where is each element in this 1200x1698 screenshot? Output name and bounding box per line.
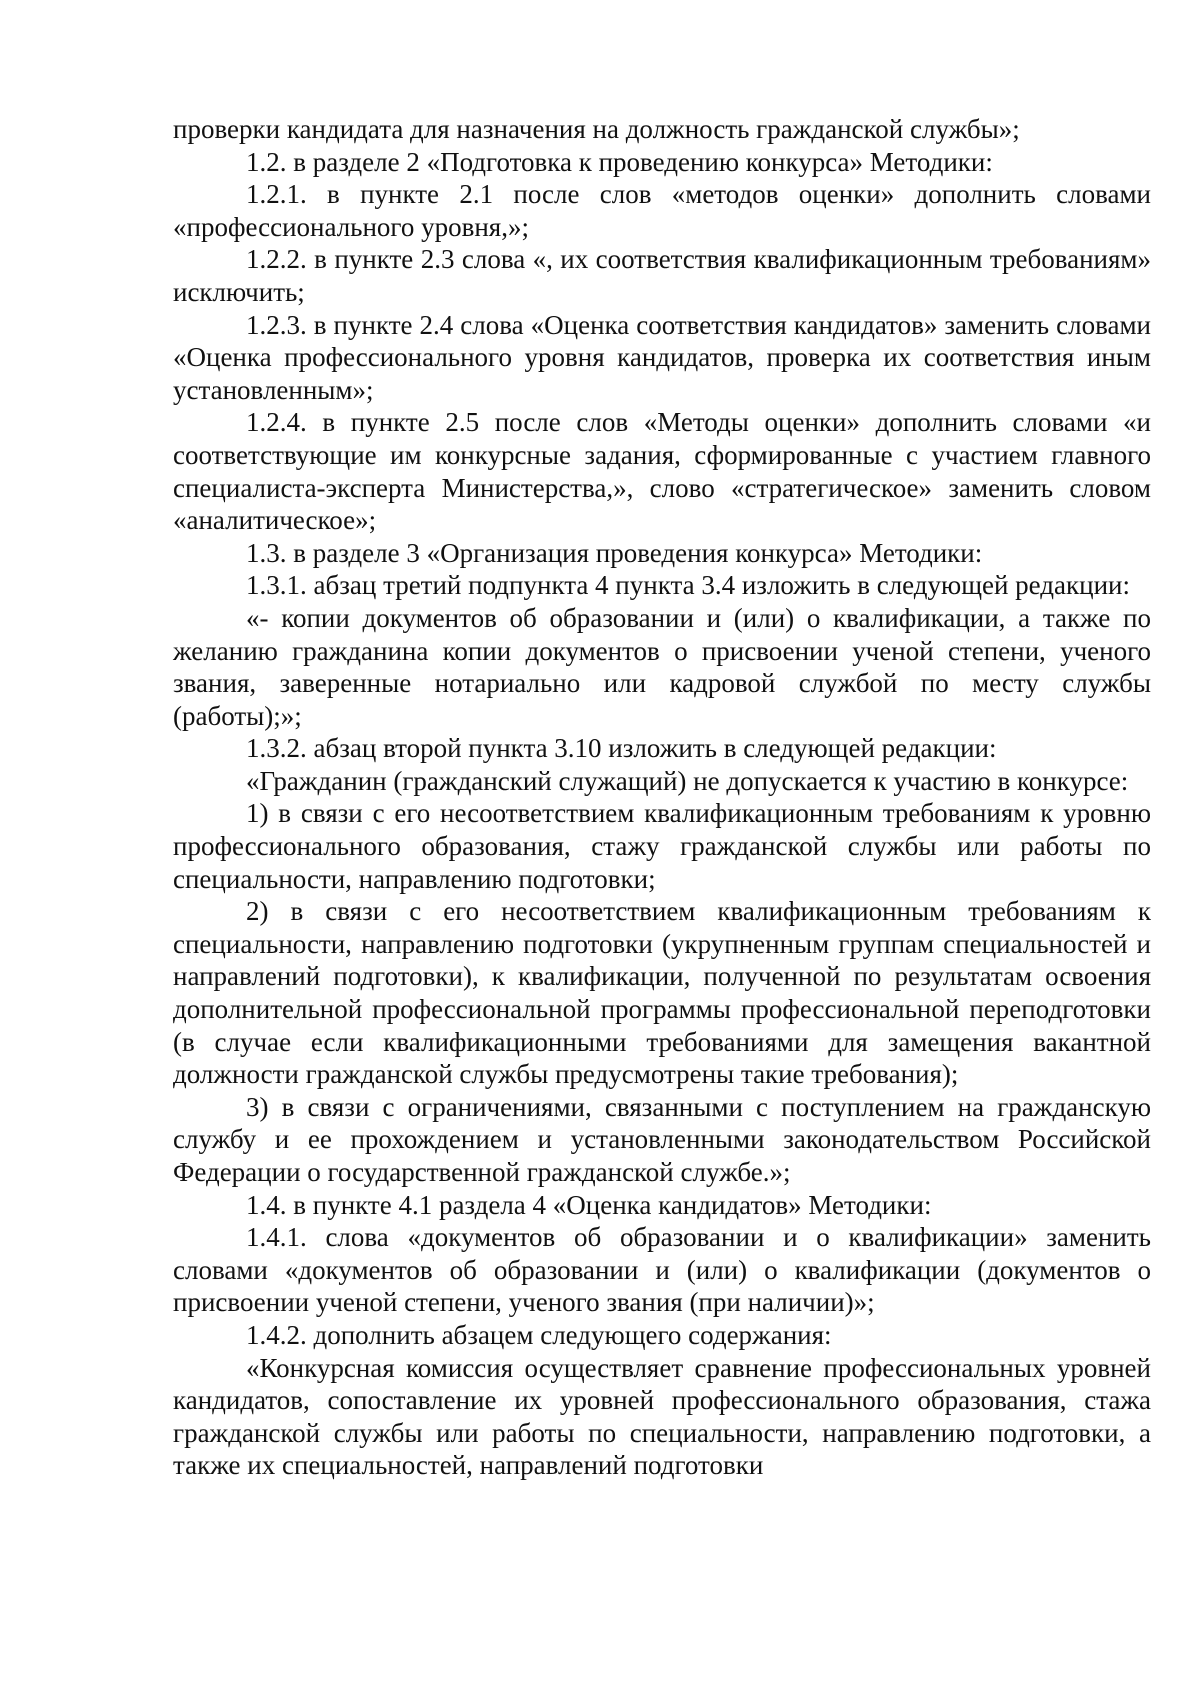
paragraph-continuation: проверки кандидата для назначения на должность гражданской службы»; <box>173 114 1020 144</box>
paragraph-1-2: 1.2. в разделе 2 «Подготовка к проведению конкурса» Методики: <box>246 146 993 177</box>
paragraph-1-2-4: 1.2.4. в пункте 2.5 после слов «Методы оценки» дополнить словами «и соответствующие им конкурсные задания, сформированные с участием главного специалиста-эксперта Министерства,», слово «стратегическое» заменить словом «аналитическое»; <box>173 407 1151 536</box>
paragraph-1-4-1: 1.4.1. слова «документов об образовании и о квалификации» заменить словами «документов об образовании и (или) о квалификации (документов о присвоении ученой степени, ученого звания (при наличии)»; <box>173 1222 1151 1318</box>
paragraph-quote-copies: «- копии документов об образовании и (или) о квалификации, а также по желанию гражданина копии документов о присвоении ученой степени, ученого звания, заверенные нотариально или кадровой службой по месту службы (работы);»; <box>173 602 1151 731</box>
paragraph-item-3: 3) в связи с ограничениями, связанными с поступлением на гражданскую службу и ее прохождением и установленными законодательством Российской Федерации о государственной гражданской службе.»; <box>173 1091 1151 1187</box>
paragraph-item-2: 2) в связи с его несоответствием квалификационным требованиям к специальности, направлению подготовки (укрупненным группам специальностей и направлений подготовки), к квалификации, полученной по результатам освоения дополнительной профессиональной программы профессиональной переподготовки (в случае если квалификационными требованиями для замещения вакантной должности гражданской службы предусмотрены такие требования); <box>173 896 1151 1090</box>
paragraph-1-3-2: 1.3.2. абзац второй пункта 3.10 изложить в следующей редакции: <box>246 733 997 764</box>
paragraph-1-3-1: 1.3.1. абзац третий подпункта 4 пункта 3.4 изложить в следующей редакции: <box>246 570 1130 601</box>
document-body <box>173 113 1151 1482</box>
paragraph-quote-citizen: «Гражданин (гражданский служащий) не допускается к участию в конкурсе: <box>246 765 1129 796</box>
paragraph-1-2-1: 1.2.1. в пункте 2.1 после слов «методов оценки» дополнить словами «профессионального уровня,»; <box>173 179 1151 242</box>
paragraph-quote-commission: «Конкурсная комиссия осуществляет сравнение профессиональных уровней кандидатов, сопоставление их уровней профессионального образования, стажа гражданской службы или работы по специальности, направлению подготовки, а также их специальностей, направлений подготовки <box>173 1352 1151 1481</box>
paragraph-1-4-2: 1.4.2. дополнить абзацем следующего содержания: <box>246 1319 832 1350</box>
paragraph-1-3: 1.3. в разделе 3 «Организация проведения конкурса» Методики: <box>246 537 983 568</box>
paragraph-item-1: 1) в связи с его несоответствием квалификационным требованиям к уровню профессионального образования, стажу гражданской службы или работы по специальности, направлению подготовки; <box>173 798 1151 894</box>
paragraph-1-2-2: 1.2.2. в пункте 2.3 слова «, их соответствия квалификационным требованиям» исключить; <box>173 244 1151 307</box>
paragraph-1-4: 1.4. в пункте 4.1 раздела 4 «Оценка кандидатов» Методики: <box>246 1189 932 1220</box>
paragraph-1-2-3: 1.2.3. в пункте 2.4 слова «Оценка соответствия кандидатов» заменить словами «Оценка профессионального уровня кандидатов, проверка их соответствия иным установленным»; <box>173 309 1151 405</box>
